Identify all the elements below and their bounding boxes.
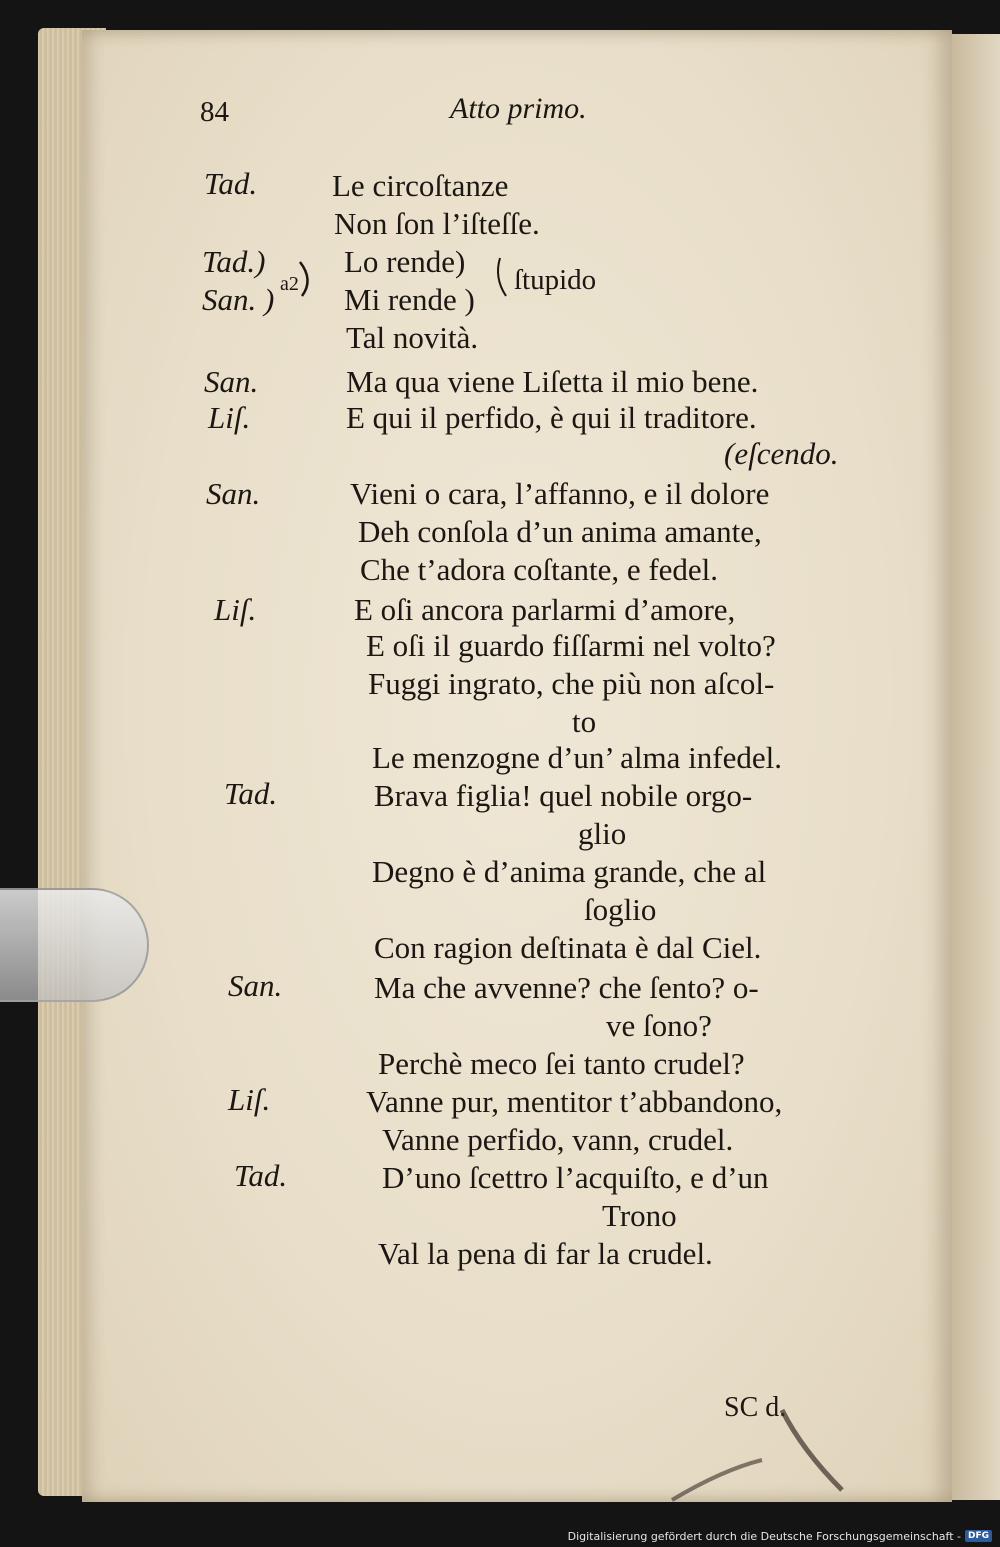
speaker-label: Liſ.	[208, 400, 251, 435]
verse-line: glio	[578, 816, 627, 851]
a2-marker: a2	[280, 273, 299, 295]
verse-line: E oſi ancora parlarmi d’amore,	[354, 592, 736, 627]
verse-line: Perchè meco ſei tanto crudel?	[378, 1046, 745, 1081]
digitization-footer	[568, 1527, 992, 1545]
speaker-label: San. )	[202, 282, 275, 317]
running-header: Atto primo.	[450, 92, 587, 125]
verse-line: Deh conſola d’un anima amante,	[358, 514, 762, 549]
verse-line: D’uno ſcettro l’acquiſto, e d’un	[382, 1160, 769, 1195]
book-page	[82, 30, 952, 1502]
verse-line: Brava figlia! quel nobile orgo-	[374, 778, 753, 813]
speaker-label: San.	[206, 476, 261, 511]
facing-page-edge	[952, 34, 1000, 1500]
verse-line: E oſi il guardo fiſſarmi nel volto?	[366, 628, 776, 663]
stage-direction: (eſcendo.	[724, 436, 839, 471]
verse-line: Vanne pur, mentitor t’abbandono,	[366, 1084, 783, 1119]
speaker-label: Liſ.	[228, 1082, 271, 1117]
speaker-label: San.	[228, 968, 283, 1003]
verse-line: Mi rende )	[344, 282, 475, 317]
speaker-label: Tad.)	[202, 244, 266, 279]
speaker-label: San.	[204, 364, 259, 399]
page-number: 84	[200, 96, 229, 128]
catchword: SC d.	[724, 1392, 787, 1423]
verse-line: Le circoſtanze	[332, 168, 509, 203]
speaker-label: Liſ.	[214, 592, 257, 627]
speaker-label: Tad.	[234, 1158, 288, 1193]
aside-word: ſtupido	[514, 264, 597, 296]
verse-line: Val la pena di far la crudel.	[378, 1236, 713, 1271]
ink-marks	[82, 30, 952, 1502]
speaker-label: Tad.	[224, 776, 278, 811]
verse-line: Vieni o cara, l’affanno, e il dolore	[350, 476, 770, 511]
verse-line: to	[572, 704, 597, 739]
verse-line: Vanne perfido, vann, crudel.	[382, 1122, 734, 1157]
verse-line: Ma qua viene Liſetta il mio bene.	[346, 364, 759, 399]
dfg-logo: DFG	[965, 1530, 992, 1542]
verse-line: Lo rende)	[344, 244, 466, 279]
verse-line: Che t’adora coſtante, e fedel.	[360, 552, 719, 587]
verse-line: E qui il perfido, è qui il traditore.	[346, 400, 757, 435]
speaker-label: Tad.	[204, 166, 258, 201]
verse-line: Trono	[602, 1198, 677, 1233]
verse-line: ve ſono?	[606, 1008, 712, 1043]
verse-line: ſoglio	[584, 892, 657, 927]
verse-line: Con ragion deſtinata è dal Ciel.	[374, 930, 762, 965]
verse-line: Degno è d’anima grande, che al	[372, 854, 767, 889]
verse-line: Tal novità.	[346, 320, 479, 355]
verse-line: Non ſon l’iſteſſe.	[334, 206, 540, 241]
verse-line: Fuggi ingrato, che più non aſcol-	[368, 666, 775, 701]
clip-marker	[0, 888, 149, 1002]
verse-line: Ma che avvenne? che ſento? o-	[374, 970, 759, 1005]
verse-line: Le menzogne d’un’ alma infedel.	[372, 740, 782, 775]
footer-text: Digitalisierung gefördert durch die Deutsche Forschungsgemeinschaft -	[567, 1529, 961, 1543]
